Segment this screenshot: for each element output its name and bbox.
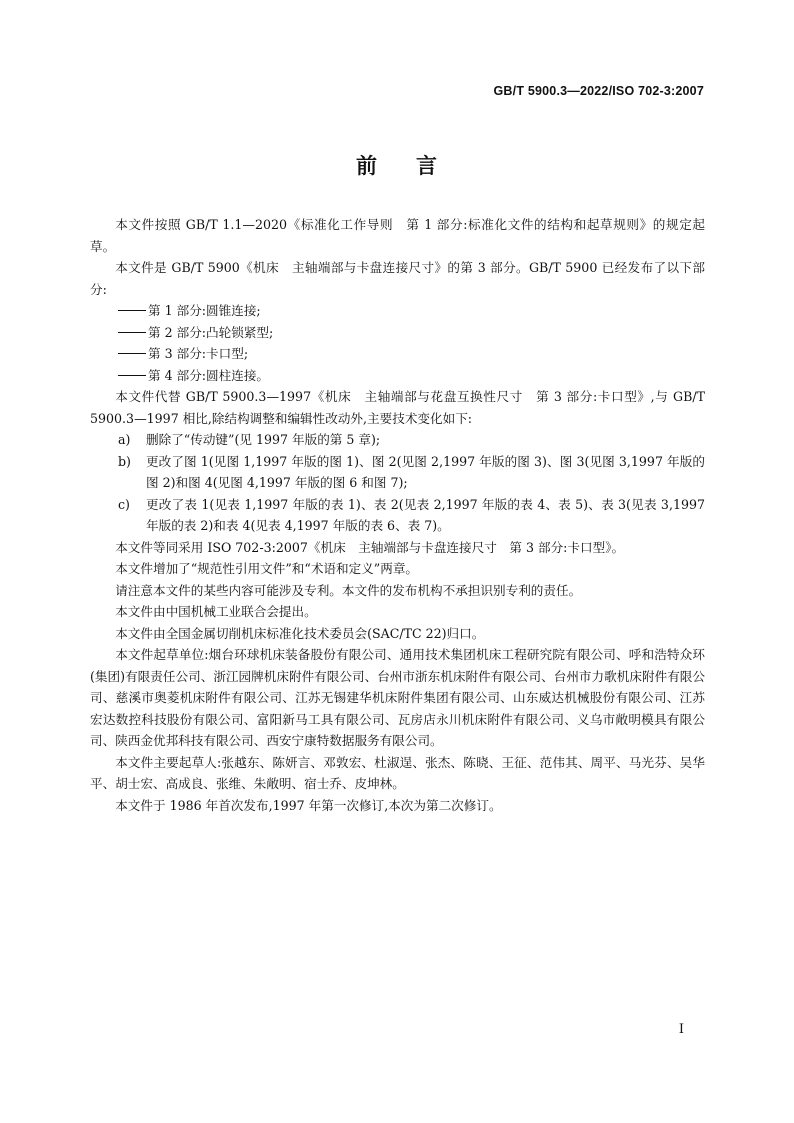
change-label: b) <box>118 453 131 469</box>
page-number: I <box>678 1022 684 1037</box>
change-item <box>90 429 705 451</box>
change-item <box>90 494 705 537</box>
parts-list-item <box>90 300 705 322</box>
paragraph-added-chapters: 本文件增加了“规范性引用文件”和“术语和定义”两章。 <box>115 561 419 576</box>
change-text: 删除了“传动键”(见 1997 年版的第 5 章); <box>146 432 381 447</box>
paragraph-drafters: 本文件主要起草人:张越东、陈妍言、邓敦宏、杜淑逞、张杰、陈晓、王征、范伟其、周平、马光芬、吴华平、胡士宏、高成良、张维、朱敞明、宿士乔、皮坤林。 <box>90 754 705 791</box>
paragraph-iso-adoption: 本文件等同采用 ISO 702-3:2007《机床 主轴端部与卡盘连接尺寸 第 3 部分:卡口型》。 <box>115 539 625 555</box>
paragraph-patent-notice: 请注意本文件的某些内容可能涉及专利。本文件的发布机构不承担识别专利的责任。 <box>115 582 582 598</box>
change-text: 更改了图 1(见图 1,1997 年版的图 1)、图 2(见图 2,1997 年版的图 3)、图 3(见图 3,1997 年版的图 2)和图 4(见图 4,1997 年版的图 6 和图 7); <box>146 453 705 490</box>
paragraph-committee: 本文件由全国金属切削机床标准化技术委员会(SAC/TC 22)归口。 <box>115 625 485 641</box>
change-text: 更改了表 1(见表 1,1997 年版的表 1)、表 2(见表 2,1997 年版的表 4、表 5)、表 3(见表 3,1997 年版的表 2)和表 4(见表 4,1997 年版的表 6、表 7)。 <box>146 496 705 533</box>
title-char-2: 言 <box>416 154 438 178</box>
parts-list-text: 第 2 部分:凸轮锁紧型; <box>148 324 274 340</box>
parts-list-text: 第 1 部分:圆锥连接; <box>148 303 261 318</box>
parts-list-item <box>90 343 705 365</box>
paragraph-series-intro: 本文件是 GB/T 5900《机床 主轴端部与卡盘连接尺寸》的第 3 部分。GB/T 5900 已经发布了以下部分: <box>90 260 705 297</box>
paragraph-drafting-units: 本文件起草单位:烟台环球机床装备股份有限公司、通用技术集团机床工程研究院有限公司、呼和浩特众环(集团)有限责任公司、浙江园牌机床附件有限公司、台州市浙东机床附件有限公司、台州市力歌机床附件有限公司、慈溪市奥菱机床附件有限公司、江苏无锡建华机床附件集团有限公司、山东威达机械股份有限公司、江苏宏达数控科技股份有限公司、富阳新马工具有限公司、瓦房店永川机床附件有限公司、义乌市敞明模具有限公司、陕西金优邦科技有限公司、西安宁康特数据服务有限公司。 <box>90 647 705 748</box>
change-label: a) <box>118 432 131 447</box>
parts-list-item <box>90 322 705 344</box>
standard-code: GB/T 5900.3—2022/ISO 702-3:2007 <box>493 84 704 98</box>
paragraph-proposer: 本文件由中国机械工业联合会提出。 <box>115 604 317 619</box>
title-char-1: 前 <box>356 154 378 178</box>
change-item <box>90 451 705 494</box>
page-title <box>0 150 794 180</box>
change-label: c) <box>118 496 130 512</box>
paragraph-replacement: 本文件代替 GB/T 5900.3—1997《机床 主轴端部与花盘互换性尺寸 第 3 部分:卡口型》,与 GB/T 5900.3—1997 相比,除结构调整和编辑性改动外,主要技术变化如下: <box>90 389 705 426</box>
parts-list-text: 第 4 部分:圆柱连接。 <box>148 367 270 383</box>
paragraph-drafting-rules: 本文件按照 GB/T 1.1—2020《标准化工作导则 第 1 部分:标准化文件的结构和起草规则》的规定起草。 <box>90 217 705 254</box>
foreword-body <box>90 214 705 816</box>
parts-list-text: 第 3 部分:卡口型; <box>148 346 249 361</box>
parts-list-item <box>90 365 705 387</box>
paragraph-history: 本文件于 1986 年首次发布,1997 年第一次修订,本次为第二次修订。 <box>115 797 502 813</box>
